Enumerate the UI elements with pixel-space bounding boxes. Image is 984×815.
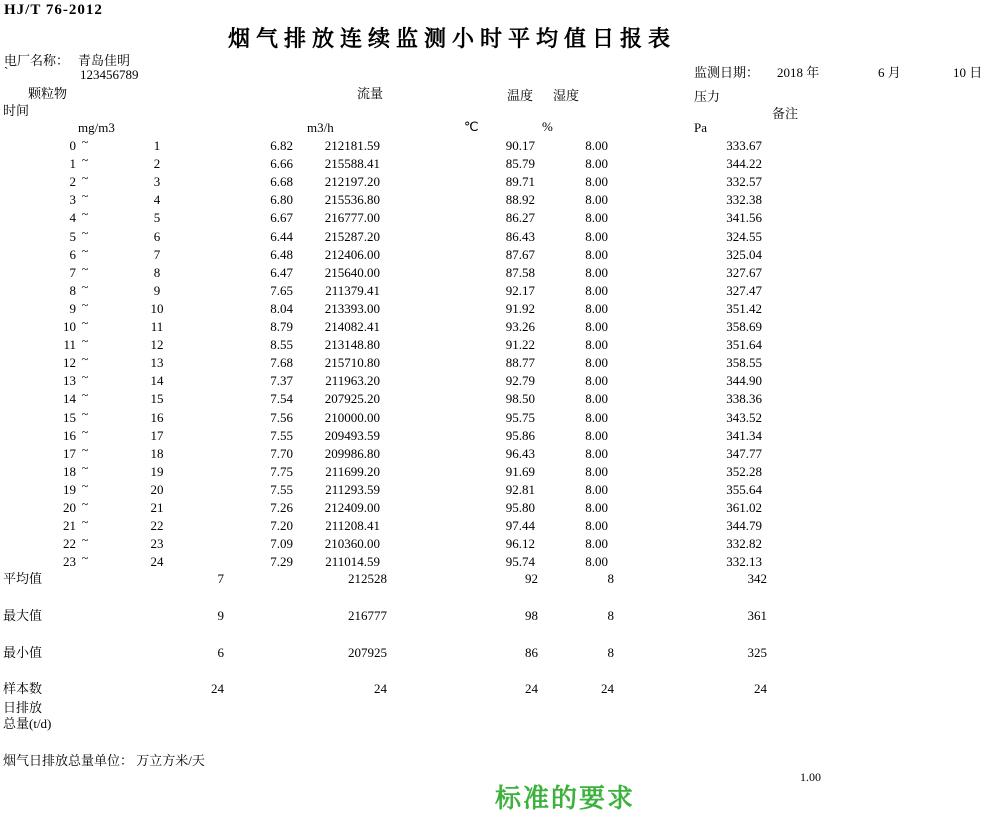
- cell-humidity: 8.00: [585, 355, 608, 371]
- hour-end: 17: [150, 427, 164, 443]
- hour-start: 4: [69, 210, 76, 226]
- hour-end: 11: [150, 319, 164, 334]
- hour-end: 22: [150, 518, 164, 534]
- cell-humidity: 8.00: [585, 337, 608, 353]
- summary-temperature: 92: [525, 571, 538, 586]
- summary-pressure: 325: [747, 645, 767, 660]
- cell-pressure: 332.82: [726, 536, 762, 552]
- plant-mark: `: [4, 64, 9, 79]
- hour-start: 11: [63, 337, 76, 353]
- plant-name-value: 青岛佳明: [78, 53, 131, 68]
- table-row: [0, 442, 790, 463]
- green-watermark-text: 标准的要求: [495, 783, 636, 813]
- emission-unit-note: 烟气日排放总量单位： 万立方米/天: [3, 753, 205, 768]
- hour-end: 2: [153, 156, 161, 172]
- cell-temperature: 92.81: [505, 481, 535, 497]
- cell-temperature: 95.74: [505, 554, 535, 570]
- cell-pressure: 343.52: [726, 409, 762, 425]
- cell-flow: 212409.00: [324, 500, 380, 515]
- tilde-separator: ~: [81, 225, 89, 240]
- hour-start: 2: [69, 174, 76, 190]
- cell-pressure: 358.69: [726, 319, 762, 334]
- cell-particulate: 6.67: [270, 210, 293, 226]
- table-row: [0, 553, 790, 571]
- cell-humidity: 8.00: [585, 210, 608, 226]
- cell-temperature: 91.69: [505, 463, 535, 479]
- hour-start: 22: [63, 536, 76, 552]
- cell-temperature: 93.26: [505, 319, 535, 334]
- cell-temperature: 87.67: [505, 246, 535, 262]
- cell-particulate: 8.79: [270, 319, 293, 334]
- cell-particulate: 8.04: [270, 300, 293, 316]
- cell-pressure: 333.67: [726, 138, 762, 153]
- hour-start: 21: [63, 518, 76, 534]
- table-row: [0, 261, 790, 282]
- hour-end: 7: [153, 246, 161, 262]
- column-header-flow: 流量: [357, 86, 384, 101]
- tilde-separator: ~: [81, 279, 89, 294]
- tilde-separator: ~: [81, 497, 89, 511]
- cell-particulate: 7.65: [270, 282, 293, 298]
- cell-flow: 211699.20: [325, 463, 380, 479]
- cell-temperature: 91.92: [505, 300, 535, 316]
- cell-pressure: 341.56: [726, 210, 762, 226]
- cell-temperature: 85.79: [505, 156, 535, 172]
- cell-pressure: 351.64: [726, 337, 762, 353]
- hour-start: 14: [63, 391, 76, 407]
- cell-humidity: 8.00: [585, 500, 608, 515]
- summary-temperature: 98: [525, 608, 538, 623]
- cell-pressure: 332.57: [726, 174, 762, 190]
- cell-particulate: 6.68: [270, 174, 293, 190]
- summary-row-maximum: [0, 608, 790, 624]
- cell-particulate: 6.44: [270, 228, 293, 244]
- cell-flow: 211208.41: [325, 518, 380, 534]
- cell-particulate: 8.55: [270, 337, 293, 353]
- hour-end: 16: [150, 409, 164, 425]
- hour-end: 1: [153, 138, 161, 153]
- cell-flow: 213148.80: [324, 337, 380, 353]
- table-row: [0, 318, 790, 336]
- monitor-date-month: 6 月: [878, 65, 901, 80]
- cell-flow: 207925.20: [324, 391, 380, 407]
- cell-pressure: 341.34: [726, 427, 762, 443]
- hour-end: 19: [150, 463, 164, 479]
- cell-flow: 215588.41: [324, 156, 380, 172]
- cell-temperature: 90.17: [505, 138, 535, 153]
- cell-temperature: 88.92: [505, 192, 535, 208]
- table-row: [0, 499, 790, 517]
- plant-code-value: 123456789: [80, 67, 139, 82]
- cell-temperature: 96.12: [505, 536, 535, 552]
- table-row: [0, 372, 790, 390]
- hour-start: 8: [69, 282, 76, 298]
- cell-particulate: 6.82: [270, 138, 293, 153]
- tilde-separator: ~: [81, 189, 89, 204]
- standard-number: HJ/T 76-2012: [4, 2, 103, 18]
- hour-end: 14: [150, 373, 164, 389]
- plant-name-label: 电厂名称：: [4, 53, 70, 68]
- hour-end: 4: [153, 192, 161, 208]
- cell-temperature: 91.22: [505, 337, 535, 353]
- tilde-separator: ~: [81, 406, 89, 421]
- cell-temperature: 96.43: [505, 445, 535, 461]
- unit-pressure: Pa: [694, 120, 707, 135]
- cell-particulate: 6.47: [270, 264, 293, 280]
- table-row: [0, 297, 790, 318]
- table-row: [0, 517, 790, 535]
- cell-pressure: 352.28: [726, 463, 762, 479]
- hour-start: 13: [63, 373, 76, 389]
- cell-humidity: 8.00: [585, 463, 608, 479]
- cell-temperature: 92.79: [505, 373, 535, 389]
- table-row: [0, 390, 790, 408]
- summary-particulate: 9: [217, 608, 224, 623]
- cell-flow: 209986.80: [324, 445, 380, 461]
- cell-pressure: 332.38: [726, 192, 762, 208]
- cell-flow: 211293.59: [325, 481, 380, 497]
- column-header-humidity: 湿度: [553, 88, 580, 103]
- summary-flow: 207925: [348, 645, 387, 660]
- cell-particulate: 7.29: [270, 554, 293, 570]
- cell-pressure: 355.64: [726, 481, 762, 497]
- tilde-separator: ~: [81, 297, 89, 312]
- cell-particulate: 7.56: [270, 409, 293, 425]
- summary-row-minimum: [0, 645, 790, 661]
- cell-particulate: 7.68: [270, 355, 293, 371]
- cell-pressure: 361.02: [726, 500, 762, 515]
- tilde-separator: ~: [81, 478, 89, 493]
- cell-flow: 215710.80: [324, 355, 380, 371]
- table-row: [0, 209, 790, 227]
- cell-particulate: 7.37: [270, 373, 293, 389]
- cell-pressure: 344.79: [726, 518, 762, 534]
- summary-label: 样本数: [3, 681, 43, 696]
- tilde-separator: ~: [81, 352, 89, 367]
- cell-pressure: 327.67: [726, 264, 762, 280]
- table-row: [0, 336, 790, 354]
- tilde-separator: ~: [81, 460, 89, 475]
- summary-pressure: 361: [747, 608, 767, 623]
- tilde-separator: ~: [81, 370, 89, 385]
- hour-end: 13: [150, 355, 164, 371]
- table-row: [0, 460, 790, 481]
- summary-temperature: 24: [525, 681, 538, 696]
- hour-end: 23: [150, 536, 164, 552]
- cell-flow: 211379.41: [325, 282, 380, 298]
- table-row: [0, 478, 790, 499]
- unit-flow: m3/h: [307, 120, 334, 135]
- hour-end: 10: [150, 300, 164, 316]
- summary-row-average: [0, 571, 790, 587]
- tilde-separator: ~: [81, 207, 89, 222]
- cell-humidity: 8.00: [585, 192, 608, 208]
- summary-humidity: 8: [607, 645, 614, 660]
- hour-start: 5: [69, 228, 76, 244]
- hour-start: 17: [63, 445, 76, 461]
- cell-flow: 209493.59: [324, 427, 380, 443]
- summary-temperature: 86: [525, 645, 538, 660]
- cell-humidity: 8.00: [585, 246, 608, 262]
- hour-start: 10: [63, 319, 76, 334]
- table-row: [0, 535, 790, 553]
- summary-humidity: 8: [607, 571, 614, 586]
- daily-emission-label-line1: 日排放: [3, 700, 43, 715]
- tilde-separator: ~: [81, 442, 89, 457]
- cell-flow: 216777.00: [324, 210, 380, 226]
- hour-start: 12: [63, 355, 76, 371]
- tilde-separator: ~: [81, 153, 89, 168]
- cell-flow: 212197.20: [324, 174, 380, 190]
- cell-temperature: 92.17: [505, 282, 535, 298]
- hour-end: 8: [153, 264, 161, 280]
- summary-flow: 24: [374, 681, 387, 696]
- hour-end: 9: [153, 282, 161, 298]
- cell-flow: 210000.00: [324, 409, 380, 425]
- cell-particulate: 6.66: [270, 156, 293, 172]
- cell-temperature: 88.77: [505, 355, 535, 371]
- cell-humidity: 8.00: [585, 282, 608, 298]
- table-row: [0, 191, 790, 209]
- cell-pressure: 325.04: [726, 246, 762, 262]
- cell-temperature: 89.71: [505, 174, 535, 190]
- hour-start: 1: [69, 156, 76, 172]
- hour-start: 7: [69, 264, 76, 280]
- tilde-separator: ~: [81, 388, 89, 403]
- table-row: [0, 137, 790, 155]
- hour-end: 24: [150, 554, 164, 570]
- tilde-separator: ~: [81, 551, 89, 566]
- cell-flow: 212181.59: [324, 138, 380, 153]
- unit-particulate: mg/m3: [78, 120, 115, 135]
- cell-temperature: 98.50: [505, 391, 535, 407]
- cell-particulate: 7.55: [270, 481, 293, 497]
- table-row: [0, 354, 790, 372]
- hour-end: 6: [153, 228, 161, 244]
- scale-value: 1.00: [800, 770, 821, 784]
- cell-pressure: 351.42: [726, 300, 762, 316]
- table-row: [0, 406, 790, 427]
- cell-humidity: 8.00: [585, 554, 608, 570]
- summary-flow: 216777: [348, 608, 387, 623]
- hour-start: 3: [69, 192, 76, 208]
- cell-particulate: 7.70: [270, 445, 293, 461]
- hour-end: 18: [150, 445, 164, 461]
- cell-humidity: 8.00: [585, 481, 608, 497]
- cell-pressure: 344.90: [726, 373, 762, 389]
- cell-humidity: 8.00: [585, 138, 608, 153]
- cell-humidity: 8.00: [585, 228, 608, 244]
- cell-flow: 210360.00: [324, 536, 380, 552]
- tilde-separator: ~: [81, 171, 89, 186]
- cell-humidity: 8.00: [585, 174, 608, 190]
- cell-humidity: 8.00: [585, 536, 608, 552]
- column-header-particulate: 颗粒物: [28, 86, 68, 101]
- cell-humidity: 8.00: [585, 300, 608, 316]
- summary-label: 最大值: [3, 608, 43, 623]
- summary-row-samples: [0, 681, 790, 697]
- summary-label: 最小值: [3, 645, 43, 660]
- summary-flow: 212528: [348, 571, 387, 586]
- hour-end: 20: [150, 481, 164, 497]
- cell-particulate: 7.26: [270, 500, 293, 515]
- tilde-separator: ~: [81, 243, 89, 258]
- hour-start: 16: [63, 427, 76, 443]
- hour-start: 18: [63, 463, 76, 479]
- cell-humidity: 8.00: [585, 373, 608, 389]
- cell-particulate: 6.48: [270, 246, 293, 262]
- cell-pressure: 358.55: [726, 355, 762, 371]
- cell-temperature: 87.58: [505, 264, 535, 280]
- cell-humidity: 8.00: [585, 264, 608, 280]
- cell-flow: 211014.59: [325, 554, 380, 570]
- cell-flow: 213393.00: [324, 300, 380, 316]
- tilde-separator: ~: [81, 334, 89, 349]
- column-header-temperature: 温度: [507, 88, 534, 103]
- hour-end: 3: [153, 174, 161, 190]
- cell-temperature: 95.75: [505, 409, 535, 425]
- cell-humidity: 8.00: [585, 518, 608, 534]
- hour-start: 6: [69, 246, 76, 262]
- cell-pressure: 344.22: [726, 156, 762, 172]
- cell-pressure: 324.55: [726, 228, 762, 244]
- hour-start: 0: [69, 138, 76, 153]
- cell-humidity: 8.00: [585, 391, 608, 407]
- cell-flow: 214082.41: [324, 319, 380, 334]
- cell-particulate: 7.09: [270, 536, 293, 552]
- table-row: [0, 225, 790, 246]
- cell-pressure: 327.47: [726, 282, 762, 298]
- summary-humidity: 8: [607, 608, 614, 623]
- cell-temperature: 95.86: [505, 427, 535, 443]
- cell-pressure: 332.13: [726, 554, 762, 570]
- table-row: [0, 243, 790, 264]
- monitor-date-year: 2018 年: [777, 65, 820, 80]
- cell-humidity: 8.00: [585, 445, 608, 461]
- hour-start: 9: [69, 300, 76, 316]
- hour-end: 15: [150, 391, 164, 407]
- cell-temperature: 86.43: [505, 228, 535, 244]
- cell-temperature: 95.80: [505, 500, 535, 515]
- table-row: [0, 424, 790, 445]
- cell-particulate: 7.20: [270, 518, 293, 534]
- cell-pressure: 347.77: [726, 445, 762, 461]
- hour-start: 20: [63, 500, 76, 515]
- column-header-pressure: 压力: [694, 89, 721, 104]
- monitor-date-label: 监测日期：: [694, 65, 760, 80]
- table-row: [0, 173, 790, 191]
- summary-particulate: 7: [217, 571, 224, 586]
- hour-end: 5: [153, 210, 161, 226]
- table-row: [0, 279, 790, 300]
- cell-particulate: 7.55: [270, 427, 293, 443]
- cell-flow: 215287.20: [324, 228, 380, 244]
- data-rows: [0, 137, 790, 575]
- summary-particulate: 6: [217, 645, 224, 660]
- hour-end: 21: [150, 500, 164, 515]
- tilde-separator: ~: [81, 533, 89, 548]
- cell-particulate: 7.75: [270, 463, 293, 479]
- cell-flow: 215536.80: [324, 192, 380, 208]
- tilde-separator: ~: [81, 424, 89, 439]
- unit-temperature: ℃: [464, 119, 479, 134]
- cell-particulate: 7.54: [270, 391, 293, 407]
- cell-humidity: 8.00: [585, 156, 608, 172]
- hour-end: 12: [150, 337, 164, 353]
- column-header-time: 时间: [3, 103, 30, 118]
- unit-humidity: %: [542, 119, 553, 134]
- cell-humidity: 8.00: [585, 409, 608, 425]
- tilde-separator: ~: [81, 261, 89, 276]
- hour-start: 19: [63, 481, 76, 497]
- cell-humidity: 8.00: [585, 427, 608, 443]
- page-title: 烟气排放连续监测小时平均值日报表: [228, 26, 677, 51]
- hour-start: 23: [63, 554, 76, 570]
- hour-start: 15: [63, 409, 76, 425]
- cell-particulate: 6.80: [270, 192, 293, 208]
- column-header-note: 备注: [772, 106, 799, 121]
- tilde-separator: ~: [81, 135, 89, 149]
- cell-humidity: 8.00: [585, 319, 608, 334]
- cell-flow: 211963.20: [325, 373, 380, 389]
- tilde-separator: ~: [81, 515, 89, 530]
- monitor-date-day: 10 日: [953, 65, 983, 80]
- cell-flow: 212406.00: [324, 246, 380, 262]
- cell-temperature: 86.27: [505, 210, 535, 226]
- summary-humidity: 24: [601, 681, 614, 696]
- cell-flow: 215640.00: [324, 264, 380, 280]
- tilde-separator: ~: [81, 316, 89, 330]
- cell-temperature: 97.44: [505, 518, 535, 534]
- cell-pressure: 338.36: [726, 391, 762, 407]
- daily-emission-label-line2: 总量(t/d): [3, 716, 52, 731]
- summary-particulate: 24: [211, 681, 224, 696]
- summary-pressure: 342: [747, 571, 767, 586]
- table-row: [0, 155, 790, 173]
- summary-label: 平均值: [3, 571, 43, 586]
- summary-pressure: 24: [754, 681, 767, 696]
